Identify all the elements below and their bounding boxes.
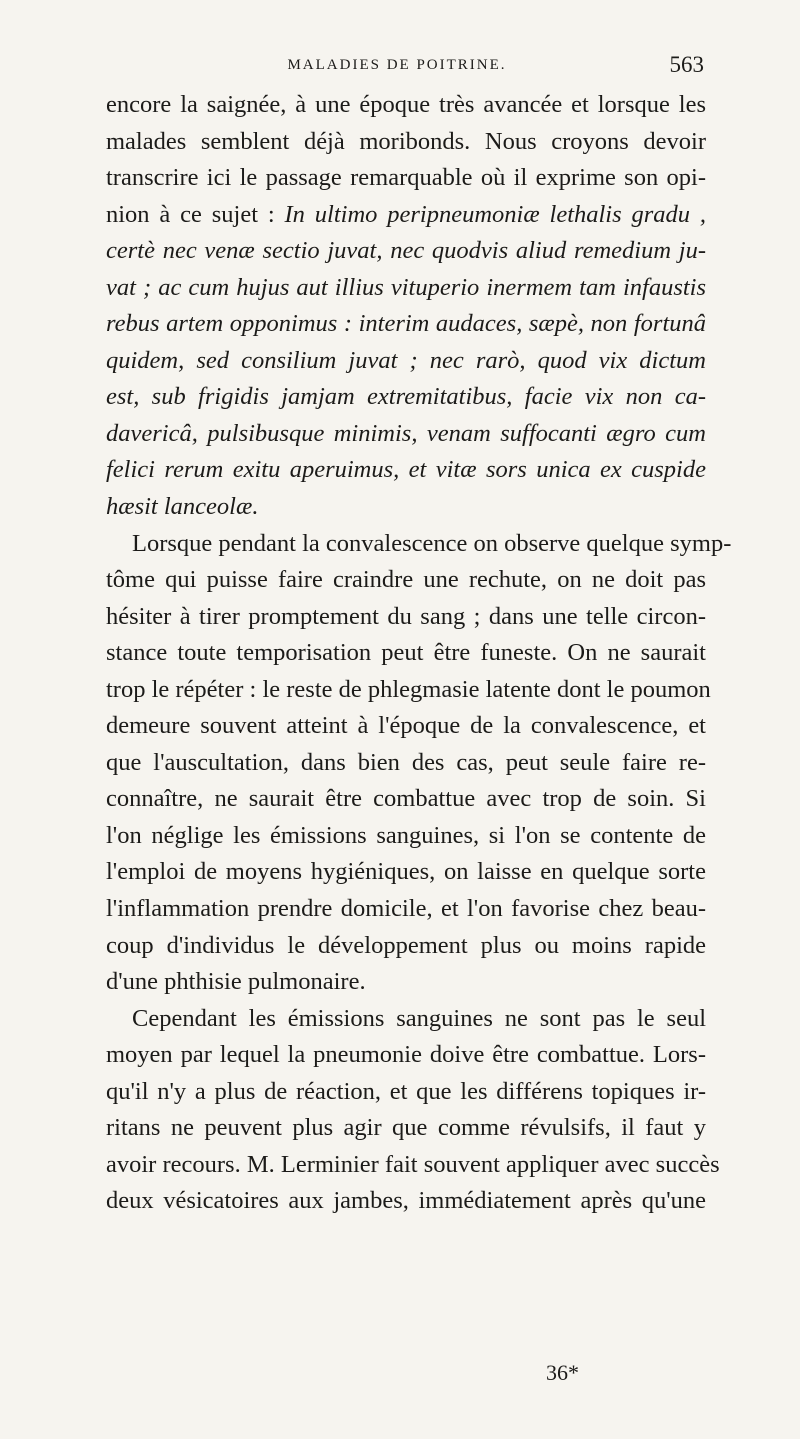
- text-line: avoir recours. M. Lerminier fait souvent appliquer avec succès: [106, 1150, 720, 1178]
- running-head: [112, 52, 704, 82]
- text-line latin: rebus artem opponimus : interim audaces, sæpè, non fortunâ: [106, 310, 706, 338]
- text-line latin: certè nec venæ sectio juvat, nec quodvis aliud remedium ju-: [106, 237, 706, 265]
- text-line: hésiter à tirer promptement du sang ; dans une telle circon-: [106, 602, 706, 630]
- text-line: ritans ne peuvent plus agir que comme révulsifs, il faut y: [106, 1114, 706, 1142]
- text-line: demeure souvent atteint à l'époque de la convalescence, et: [106, 712, 706, 740]
- text-line: l'emploi de moyens hygiéniques, on laisse en quelque sorte: [106, 858, 706, 886]
- text-line: connaître, ne saurait être combattue avec trop de soin. Si: [106, 785, 706, 813]
- signature-mark: 36*: [546, 1360, 579, 1385]
- text-line: qu'il n'y a plus de réaction, et que les différens topiques ir-: [106, 1077, 706, 1105]
- text-line: Lorsque pendant la convalescence on observe quelque symp-: [132, 529, 732, 557]
- text-line: que l'auscultation, dans bien des cas, peut seule faire re-: [106, 748, 706, 776]
- text-line-roman: nion à ce sujet :: [106, 200, 285, 228]
- text-line: coup d'individus le développement plus ou moins rapide: [106, 931, 706, 959]
- latin-quote: In ultimo peripneumoniæ lethalis gradu ,: [284, 200, 707, 228]
- text-line latin: est, sub frigidis jamjam extremitatibus, facie vix non ca-: [106, 383, 706, 411]
- text-line latin: felici rerum exitu aperuimus, et vitæ sors unica ex cuspide: [106, 456, 706, 484]
- text-line latin: vat ; ac cum hujus aut illius vituperio inermem tam infaustis: [106, 273, 706, 301]
- text-line: trop le répéter : le reste de phlegmasie latente dont le poumon: [106, 675, 711, 703]
- text-line: [106, 197, 706, 234]
- text-line latin: hæsit lanceolæ.: [106, 493, 259, 521]
- text-line: encore la saignée, à une époque très avancée et lorsque les: [106, 91, 706, 118]
- text-line: d'une phthisie pulmonaire.: [106, 968, 366, 996]
- text-line: stance toute temporisation peut être funeste. On ne saurait: [106, 639, 706, 667]
- page-number: 563: [669, 52, 704, 77]
- text-line: Cependant les émissions sanguines ne sont pas le seul: [132, 1004, 706, 1032]
- text-line latin: quidem, sed consilium juvat ; nec rarò, quod vix dictum: [106, 346, 706, 374]
- text-line: l'on néglige les émissions sanguines, si l'on se contente de: [106, 821, 706, 849]
- body-text: [106, 87, 732, 1220]
- text-line: deux vésicatoires aux jambes, immédiatement après qu'une: [106, 1187, 706, 1215]
- text-line latin: davericâ, pulsibusque minimis, venam suffocanti ægro cum: [106, 419, 706, 447]
- text-line: tôme qui puisse faire craindre une rechute, on ne doit pas: [106, 566, 706, 594]
- running-title: MALADIES DE POITRINE.: [287, 57, 507, 73]
- text-line: moyen par lequel la pneumonie doive être combattue. Lors-: [106, 1041, 706, 1069]
- text-line: l'inflammation prendre domicile, et l'on favorise chez beau-: [106, 895, 706, 923]
- text-line: transcrire ici le passage remarquable où il exprime son opi-: [106, 164, 706, 192]
- text-line: malades semblent déjà moribonds. Nous croyons devoir: [106, 127, 706, 155]
